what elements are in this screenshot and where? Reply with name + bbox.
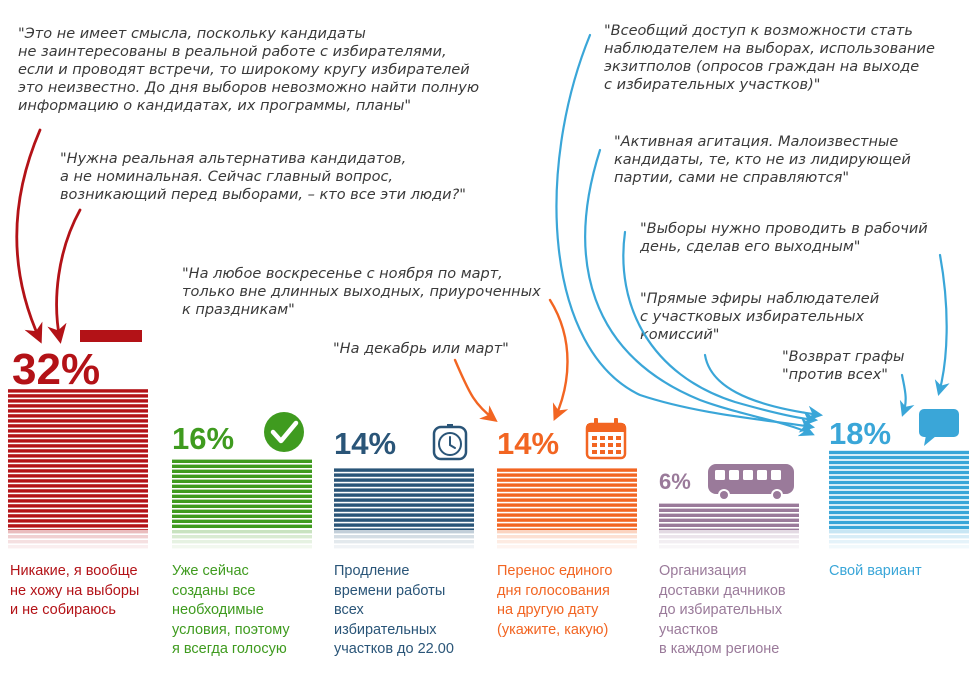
quote-arrow-3 [455,360,495,420]
quote-arrow-8 [705,355,820,415]
quote-arrow-9 [902,375,906,414]
quote-any-sunday: "На любое воскресенье с ноября по март, только вне длинных выходных, приуроченных к праздникам" [182,266,541,318]
value-label-hours: 14% [334,426,397,461]
quote-no-sense: "Это не имеет смысла, поскольку кандидаты не заинтересованы в реальной работе с избирателями, если и проводят встречи, то широкому кругу избирателей это неизвестно. До дня выборов невозможно найти полную информацию о кандидатах, их программы, планы" [18,26,480,114]
check-circle-icon [264,412,304,452]
quote-arrow-7 [623,232,815,420]
category-label-delivery: Организация доставки дачников до избирательных участков в каждом регионе [659,563,786,657]
bar-delivery [659,504,799,549]
calendar-icon [587,418,625,458]
quote-arrow-2 [57,210,80,340]
value-label-delivery: 6% [659,469,691,494]
bar-hours [334,468,474,548]
category-label-conditions: Уже сейчас созданы все необходимые условия, поэтому я всегда голосую [172,563,290,657]
quote-active-campaigning: "Активная агитация. Малоизвестные кандидаты, те, кто не из лидирующей партии, сами не справляются" [614,134,911,186]
quote-arrow-10 [939,255,947,393]
value-label-date: 14% [497,426,560,461]
category-label-hours: Продление времени работы всех избирательных участков до 22.00 [334,563,454,657]
category-label-date: Перенос единого дня голосования на другую дату (укажите, какую) [497,563,613,638]
quote-december-or-march: "На декабрь или март" [333,341,509,357]
quote-arrow-4 [550,300,568,418]
value-label-own: 18% [829,416,892,451]
quote-live-broadcasts: "Прямые эфиры наблюдателей с участковых избирательных комиссий" [640,291,880,343]
quote-against-all: "Возврат графы "против всех" [782,349,905,383]
category-label-own: Свой вариант [829,563,922,579]
quote-arrows [17,35,947,434]
speech-bubble-icon [919,409,959,446]
bar-none [8,389,148,548]
category-label-none: Никакие, я вообще не хожу на выборы и не собираюсь [10,563,140,618]
bar-own [829,451,969,549]
value-label-none: 32% [12,345,101,394]
bar-date [497,468,637,548]
quote-arrow-6 [585,150,812,434]
dash-bar-icon [80,330,142,342]
quote-observers-access: "Всеобщий доступ к возможности стать наблюдателем на выборах, использование экзитполов (опросов граждан на выходе с избирательных участков)" [604,23,935,93]
quote-workday-elections: "Выборы нужно проводить в рабочий день, сделав его выходным" [640,221,928,255]
quote-real-alternative: "Нужна реальная альтернатива кандидатов, а не номинальная. Сейчас главный вопрос, возникающий перед выборами, – кто все эти люди?" [60,151,466,203]
quote-arrow-5 [556,35,812,427]
bus-icon [708,464,794,501]
bar-conditions [172,460,312,549]
clock-icon [434,424,466,459]
value-label-conditions: 16% [172,421,235,456]
bars-group [8,389,969,548]
quote-arrow-1 [17,130,40,340]
